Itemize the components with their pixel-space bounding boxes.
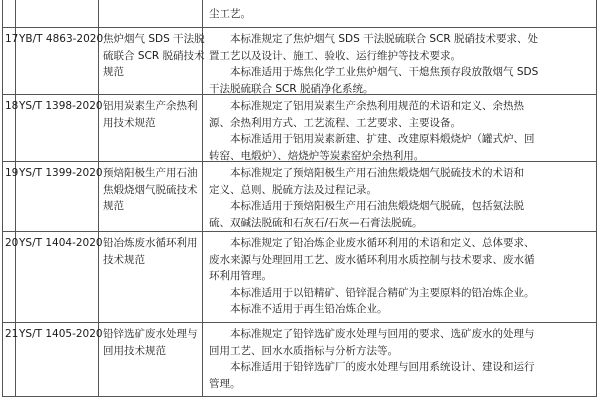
standard-number: YS/T 1398-2020 bbox=[19, 100, 103, 112]
standard-name-cell bbox=[99, 323, 203, 396]
scope-line: 本标准规定了铅冶炼企业废水循环利用的术语和定义、总体要求、 bbox=[230, 237, 535, 249]
scope-line: 本标准不适用于再生铅冶炼企业。 bbox=[230, 303, 388, 315]
table-row bbox=[3, 232, 596, 323]
standard-name-line: 铅锌选矿废水处理与 bbox=[103, 328, 198, 340]
standard-name-cell bbox=[99, 95, 203, 161]
scope-line: 本标准适用于以铅精矿、铅锌混合精矿为主要原料的铅冶炼企业。 bbox=[230, 286, 535, 299]
scope-line: 源、余热利用方式、工艺流程、工艺要求、主要设备。 bbox=[209, 116, 461, 129]
standard-number-cell bbox=[16, 162, 103, 231]
scope-cell bbox=[203, 95, 596, 161]
standard-name-line: 回用技术规范 bbox=[103, 344, 166, 357]
scope-line: 管理。 bbox=[209, 377, 241, 390]
scope-cell bbox=[203, 323, 596, 396]
scope-line: 本标准适用于铝用炭素新建、扩建、改建原料煅烧炉（罐式炉、回 bbox=[230, 133, 535, 145]
standard-name-line: 焦炉烟气 SDS 干法脱 bbox=[103, 33, 205, 45]
scope-line: 本标准规定了铝用炭素生产余热利用规范的术语和定义、余热热 bbox=[230, 100, 524, 112]
standard-name-line: 技术规范 bbox=[103, 253, 145, 266]
scope-cell bbox=[203, 28, 596, 94]
standard-number-cell bbox=[16, 28, 104, 94]
standard-name-line: 预焙阳极生产用石油 bbox=[103, 167, 198, 179]
scope-line: 定义、总则、脱硫方法及过程记录。 bbox=[209, 183, 377, 196]
standard-number: YS/T 1404-2020 bbox=[19, 237, 103, 249]
standard-name-line: 铝用炭素生产余热利 bbox=[103, 100, 198, 112]
number-cell bbox=[3, 95, 19, 161]
scope-line: 硫、双碱法脱硫和石灰石/石灰—石膏法脱硫。 bbox=[209, 216, 423, 229]
standard-number-cell bbox=[16, 95, 103, 161]
standard-number-cell bbox=[16, 232, 103, 322]
scope-line: 废水来源与处理回用工艺、废水循环利用水质控制与技术要求、废水循 bbox=[209, 253, 535, 266]
standard-name-line: 规范 bbox=[103, 200, 124, 212]
row-number: 19 bbox=[5, 167, 19, 179]
table-row-fragment bbox=[3, 0, 596, 28]
standard-number: YS/T 1405-2020 bbox=[19, 328, 103, 340]
number-cell bbox=[3, 323, 19, 396]
row-number: 21 bbox=[5, 328, 19, 340]
scope-line: 转窑、电煅炉）、焙烧炉等炭素窑炉余热利用。 bbox=[209, 149, 425, 162]
scope-line: 本标准适用于铅锌选矿厂的废水处理与回用系统设计、建设和运行 bbox=[230, 361, 535, 373]
number-cell bbox=[3, 162, 19, 231]
scope-line: 置工艺以及设计、施工、验收、运行维护等技术要求。 bbox=[209, 49, 461, 62]
standard-name-cell bbox=[99, 232, 203, 322]
standard-number: YB/T 4863-2020 bbox=[19, 33, 104, 45]
scope-line: 本标准规定了预焙阳极生产用石油焦煅烧烟气脱硫技术的术语和 bbox=[230, 167, 524, 179]
row-number: 17 bbox=[5, 33, 19, 45]
standard-number: YS/T 1399-2020 bbox=[19, 167, 103, 179]
scope-line: 环利用管理。 bbox=[209, 270, 272, 282]
scope-cell bbox=[203, 162, 596, 231]
row-number: 20 bbox=[5, 237, 19, 249]
table-row bbox=[3, 323, 596, 397]
scope-cell bbox=[203, 0, 596, 27]
standard-name-line: 用技术规范 bbox=[103, 116, 156, 129]
scope-line: 本标准规定了焦炉烟气 SDS 干法脱硫联合 SCR 脱硝技术要求、处 bbox=[230, 33, 539, 45]
standard-name-line: 铅冶炼废水循环利用 bbox=[103, 237, 198, 249]
standard-name-cell bbox=[99, 28, 203, 94]
scope-line: 本标准规定了铅锌选矿废水处理与回用的要求、选矿废水的处理与 bbox=[230, 328, 535, 340]
scope-cell bbox=[203, 232, 596, 322]
standards-table bbox=[2, 0, 597, 397]
standard-name-line: 规范 bbox=[103, 66, 124, 78]
standard-name-line: 焦煅烧烟气脱硫技术 bbox=[103, 183, 198, 196]
standard-number-cell bbox=[16, 323, 103, 396]
scope-line: 本标准适用于炼焦化学工业焦炉烟气、干熄焦预存段放散烟气 SDS bbox=[230, 66, 539, 78]
standard-name-cell bbox=[99, 162, 203, 231]
number-cell bbox=[3, 28, 19, 94]
standard-name-line: 硫联合 SCR 脱硝技术 bbox=[103, 49, 205, 62]
scope-line: 本标准适用于预焙阳极生产用石油焦煅烧烟气脱硫，包括氨法脱 bbox=[230, 200, 524, 212]
scope-line: 干法脱硫联合 SCR 脱硝净化系统。 bbox=[209, 82, 374, 95]
scope-text: 尘工艺。 bbox=[209, 8, 251, 20]
table-row bbox=[3, 95, 596, 162]
table-row bbox=[3, 28, 596, 95]
row-number: 18 bbox=[5, 100, 19, 112]
number-cell bbox=[3, 232, 19, 322]
table-row bbox=[3, 162, 596, 232]
scope-line: 回用工艺、回水水质指标与分析方法等。 bbox=[209, 344, 398, 357]
